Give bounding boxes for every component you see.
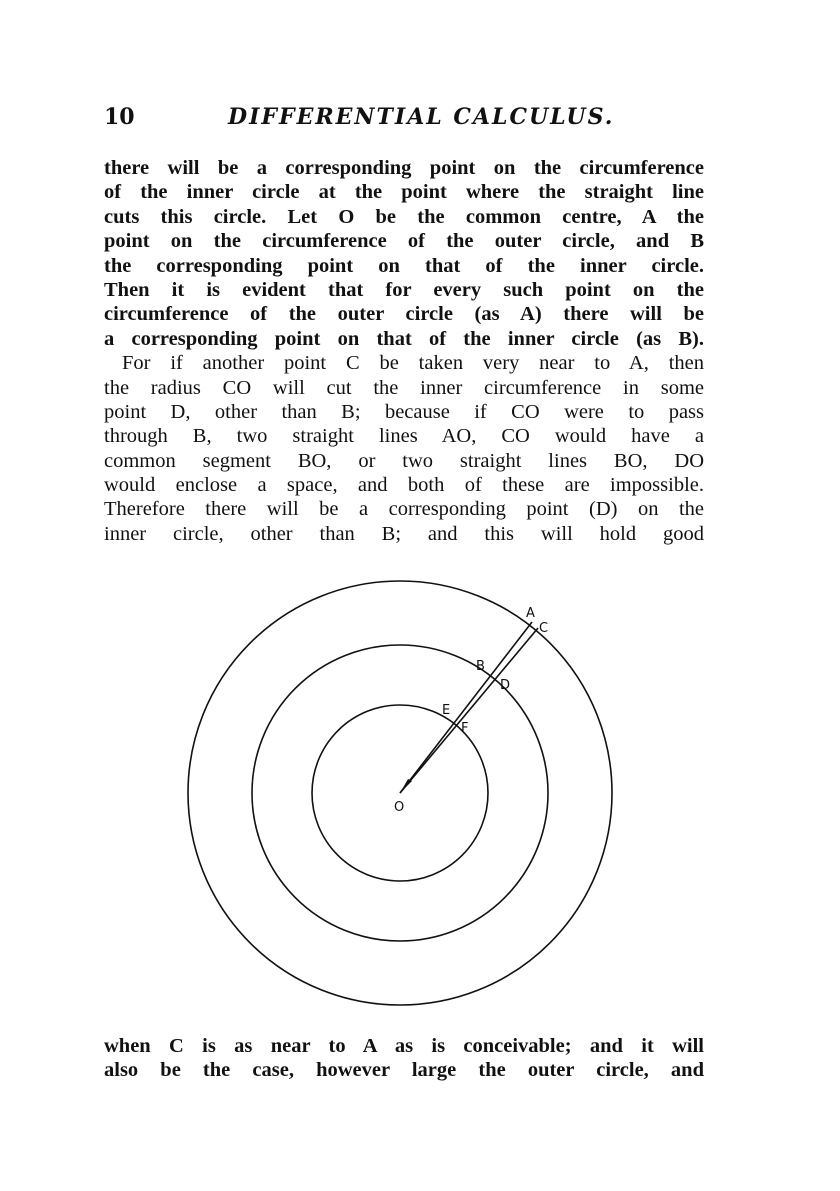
- label-b: B: [476, 659, 485, 674]
- text-line: common segment BO, or two straight lines BO, DO: [104, 449, 704, 472]
- text-line: the radius CO will cut the inner circumference in some: [104, 376, 704, 399]
- text-line: of the inner circle at the point where the straight line: [104, 181, 704, 204]
- text-line: also be the case, however large the outer circle, and: [104, 1059, 704, 1082]
- radius-oc: [400, 628, 538, 793]
- text-line: through B, two straight lines AO, CO would have a: [104, 425, 704, 448]
- text-line: point on the circumference of the outer circle, and B: [104, 230, 704, 253]
- text-line: there will be a corresponding point on the circumference: [104, 157, 704, 179]
- label-o: O: [394, 800, 405, 815]
- label-a: A: [526, 606, 535, 621]
- concentric-circles-figure: [180, 580, 640, 1020]
- text-line: point D, other than B; because if CO were to pass: [104, 400, 704, 423]
- text-line: For if another point C be taken very near to A, then: [122, 352, 704, 375]
- label-f: F: [461, 721, 469, 736]
- text-line: cuts this circle. Let O be the common centre, A the: [104, 205, 704, 228]
- text-line: a corresponding point on that of the inner circle (as B).: [104, 327, 704, 350]
- label-e: E: [442, 703, 451, 718]
- text-line: circumference of the outer circle (as A) there will be: [104, 303, 704, 326]
- text-line: Therefore there will be a corresponding point (D) on the: [104, 498, 704, 521]
- text-line: would enclose a space, and both of these are impossible.: [104, 474, 704, 497]
- body-text-top: [104, 156, 704, 546]
- text-line: the corresponding point on that of the inner circle.: [104, 254, 704, 277]
- label-c: C: [539, 621, 549, 636]
- label-d: D: [500, 678, 511, 693]
- page-number: 10: [104, 104, 135, 130]
- body-text-bottom: [104, 1034, 704, 1083]
- running-title: DIFFERENTIAL CALCULUS.: [228, 104, 615, 130]
- text-line: Then it is evident that for every such point on the: [104, 278, 704, 301]
- text-line: when C is as near to A as is conceivable; and it will: [104, 1035, 704, 1057]
- text-line: inner circle, other than B; and this will hold good: [104, 522, 704, 545]
- wedge-at-o: [400, 779, 412, 793]
- page-header: [104, 104, 704, 134]
